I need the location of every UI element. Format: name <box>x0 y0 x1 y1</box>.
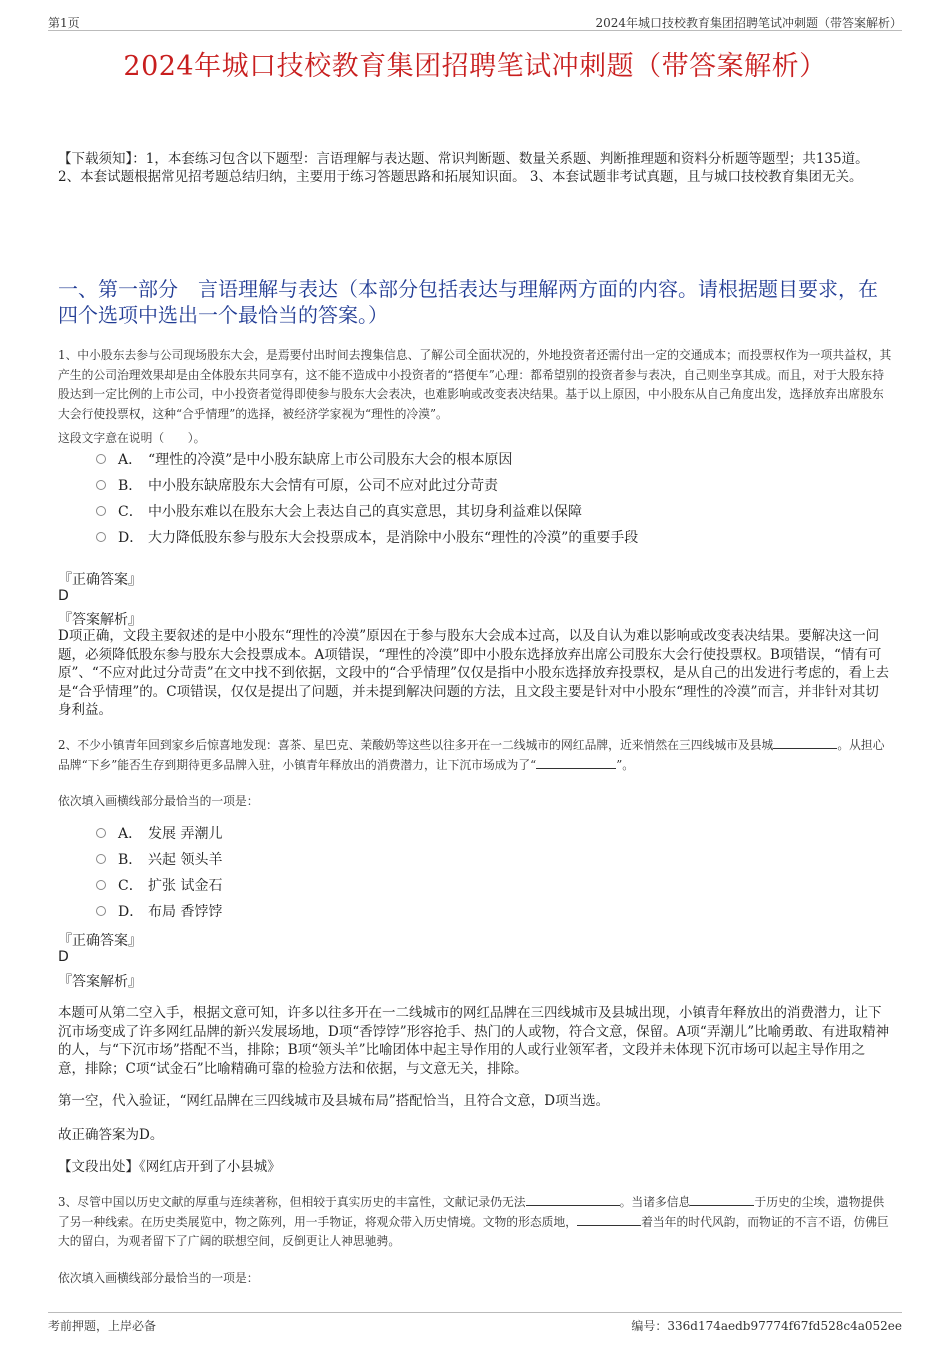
correct-answer-label: 『正确答案』 <box>58 572 142 588</box>
section-title: 一、第一部分 言语理解与表达（本部分包括表达与理解两方面的内容。请根据题目要求，在四个选项中选出一个最恰当的答案。） <box>58 277 878 327</box>
fill-blank <box>536 756 616 769</box>
radio-icon[interactable] <box>96 532 106 542</box>
question-1-text: 1、中小股东去参与公司现场股东大会，是焉要付出时间去搜集信息、了解公司全面状况的，外地投资者还需付出一定的交通成本；而投票权作为一项共益权，其产生的公司治理效果却是由全体股东共同享有，这不能不造成中小投资者的“搭便车”心理：都希望别的投资者参与表决，自己则坐享其成。而且，对于大股东持股达到一定比例的上市公司，中小投资者觉得即使参与股东大会表决，也难影响或改变表决结果。基于以上原因，中小股东从自己角度出发，选择放弃出席股东大会行使投票权，这种“合乎情理”的选择，被经济学家视为“理性的冷漠”。 <box>58 348 892 421</box>
analysis-label: 『答案解析』 <box>58 974 142 990</box>
fill-blank <box>526 1193 620 1206</box>
question-3-prompt: 依次填入画横线部分最恰当的一项是： <box>58 1271 259 1285</box>
option-d[interactable]: D． 布局 香饽饽 <box>96 898 892 924</box>
question-2-options <box>96 820 892 924</box>
radio-icon[interactable] <box>96 480 106 490</box>
page-footer <box>48 1312 902 1333</box>
question-1-options <box>96 446 892 550</box>
radio-icon[interactable] <box>96 854 106 864</box>
option-c[interactable]: C． 中小股东难以在股东大会上表达自己的真实意思，其切身利益难以保障 <box>96 498 892 524</box>
question-2-text: 2、不少小镇青年回到家乡后惊喜地发现：喜茶、星巴克、茉酸奶等这些以往多开在一二线城市的网红品牌，近来悄然在三四线城市及县城 。从担心品牌“下乡”能否生存到期待更多品牌入驻，小镇青年释放出的消费潜力，让下沉市场成为了“ ”。 <box>58 738 885 772</box>
correct-answer-value: D <box>58 949 69 965</box>
radio-icon[interactable] <box>96 828 106 838</box>
option-b[interactable]: B． 兴起 领头羊 <box>96 846 892 872</box>
radio-icon[interactable] <box>96 906 106 916</box>
radio-icon[interactable] <box>96 506 106 516</box>
option-a[interactable]: A． “理性的冷漠”是中小股东缺席上市公司股东大会的根本原因 <box>96 446 892 472</box>
footer-slogan: 考前押题，上岸必备 <box>48 1319 157 1333</box>
question-2-prompt: 依次填入画横线部分最恰当的一项是： <box>58 794 259 808</box>
fill-blank <box>690 1193 754 1206</box>
radio-icon[interactable] <box>96 880 106 890</box>
correct-answer-value: D <box>58 588 69 604</box>
page-number: 第1页 <box>48 16 80 30</box>
option-c[interactable]: C． 扩张 试金石 <box>96 872 892 898</box>
page-title: 2024年城口技校教育集团招聘笔试冲刺题（带答案解析） <box>123 51 827 82</box>
question-2-source: 【文段出处】《网红店开到了小县城》 <box>58 1159 281 1175</box>
question-1-analysis: D项正确，文段主要叙述的是中小股东“理性的冷漠”原因在于参与股东大会成本过高，以及自认为难以影响或改变表决结果。要解决这一问题，必须降低股东参与股东大会投票成本。A项错误，“理性的冷漠”即中小股东选择放弃出席公司股东大会行使投票权。B项错误，“情有可原”、“不应对此过分苛责”在文中找不到依据，文段中的“合乎情理”仅仅是指中小股东选择放弃投票权，是从自己的出发进行考虑的，看上去是“合乎情理”的。C项错误，仅仅是提出了问题，并未提到解决问题的方法，且文段主要是针对中小股东“理性的冷漠”而言，并非针对其切身利益。 <box>58 628 890 718</box>
fill-blank <box>577 1213 641 1226</box>
correct-answer-label: 『正确答案』 <box>58 933 142 949</box>
page-header <box>48 8 902 31</box>
option-a[interactable]: A． 发展 弄潮儿 <box>96 820 892 846</box>
fill-blank <box>773 736 837 749</box>
header-doc-title: 2024年城口技校教育集团招聘笔试冲刺题（带答案解析） <box>595 16 902 30</box>
download-notice: 【下载须知】：1，本套练习包含以下题型：言语理解与表达题、常识判断题、数量关系题、判断推理题和资料分析题等题型；共135道。 2、本套试题根据常见招考题总结归纳，主要用于练习答题思路和拓展知识面。 3、本套试题非考试真题，且与城口技校教育集团无关。 <box>58 151 869 185</box>
footer-serial: 编号：336d174aedb97774f67fd528c4a052ee <box>631 1319 902 1333</box>
analysis-label: 『答案解析』 <box>58 612 142 628</box>
question-1-prompt: 这段文字意在说明（ ）。 <box>58 431 206 445</box>
question-3-text: 3、尽管中国以历史文献的厚重与连续著称，但相较于真实历史的丰富性，文献记录仍无法 。当诸多信息 于历史的尘埃，遗物提供了另一种线索。在历史类展览中，物之陈列，用一手物证，将观众带入历史情境。文物的形态质地， 着当年的时代风韵，而物证的不言不语，仿佛巨大的留白，为观者留下了广阔的联想空间，反倒更让人神思驰骋。 <box>58 1195 889 1248</box>
option-b[interactable]: B． 中小股东缺席股东大会情有可原，公司不应对此过分苛责 <box>96 472 892 498</box>
radio-icon[interactable] <box>96 454 106 464</box>
option-d[interactable]: D． 大力降低股东参与股东大会投票成本，是消除中小股东“理性的冷漠”的重要手段 <box>96 524 892 550</box>
question-2-analysis-1: 本题可从第二空入手，根据文意可知，许多以往多开在一二线城市的网红品牌在三四线城市及县城出现，小镇青年释放出的消费潜力，让下沉市场变成了许多网红品牌的新兴发展场地，D项“香饽饽”形容抢手、热门的人或物，符合文意，保留。A项“弄潮儿”比喻勇敢、有进取精神的人，与“下沉市场”搭配不当，排除；B项“领头羊”比喻团体中起主导作用的人或行业领军者，文段并未体现下沉市场可以起主导作用之意，排除；C项“试金石”比喻精确可靠的检验方法和依据，与文意无关，排除。 <box>58 1005 890 1077</box>
question-2-analysis-3: 故正确答案为D。 <box>58 1127 164 1143</box>
question-2-analysis-2: 第一空，代入验证，“网红品牌在三四线城市及县城布局”搭配恰当，且符合文意，D项当选。 <box>58 1093 610 1109</box>
